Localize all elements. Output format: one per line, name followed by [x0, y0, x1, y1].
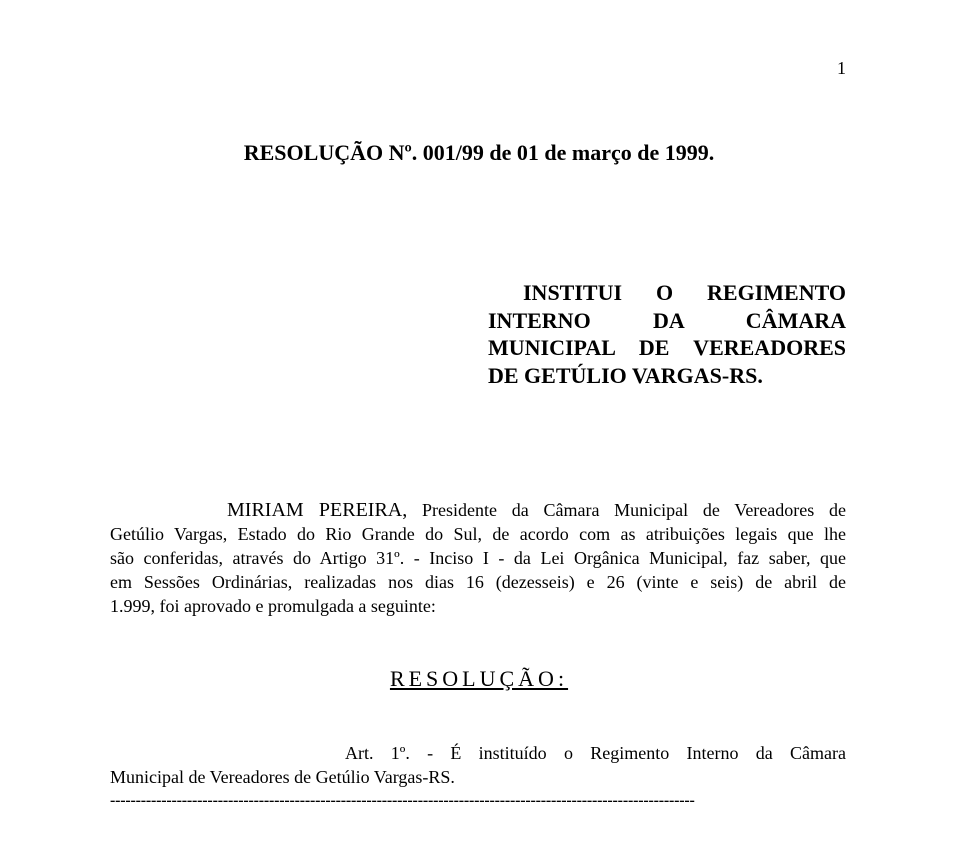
resolution-title: RESOLUÇÃO Nº. 001/99 de 01 de março de 1999. — [243, 140, 715, 165]
preamble-line: 1.999, foi aprovado e promulgada a seguinte: — [110, 596, 436, 616]
ementa-block — [488, 279, 846, 389]
ementa-line: DE GETÚLIO VARGAS-RS. — [488, 362, 763, 388]
page-number: 1 — [837, 58, 846, 78]
article-line: Art. 1º. - É instituído o Regimento Interno da Câmara — [345, 743, 846, 763]
preamble-line: Getúlio Vargas, Estado do Rio Grande do Sul, de acordo com as atribuições legais que lhe — [110, 524, 846, 544]
ementa-line: INSTITUI O REGIMENTO — [523, 280, 846, 305]
dashed-separator: ------------------------------------------------------------------------------------------------------------------ — [110, 792, 695, 809]
preamble-line: são conferidas, através do Artigo 31º. - Inciso I - da Lei Orgânica Municipal, faz saber, que — [110, 548, 846, 568]
preamble-line: em Sessões Ordinárias, realizadas nos dias 16 (dezesseis) e 26 (vinte e seis) de abril de — [110, 572, 846, 592]
signer-name: MIRIAM PEREIRA, — [227, 499, 408, 521]
preamble-line — [110, 498, 846, 522]
ementa-line: INTERNO DA CÂMARA — [488, 307, 846, 333]
preamble-line-text: Presidente da Câmara Municipal de Vereadores de — [407, 500, 847, 520]
section-heading — [0, 666, 958, 692]
ementa-line: MUNICIPAL DE VEREADORES — [488, 335, 846, 360]
article-1 — [110, 741, 846, 789]
article-line: Municipal de Vereadores de Getúlio Vargas-RS. — [110, 767, 455, 787]
preamble-paragraph — [110, 498, 846, 618]
section-heading-text: RESOLUÇÃO: — [389, 666, 569, 691]
